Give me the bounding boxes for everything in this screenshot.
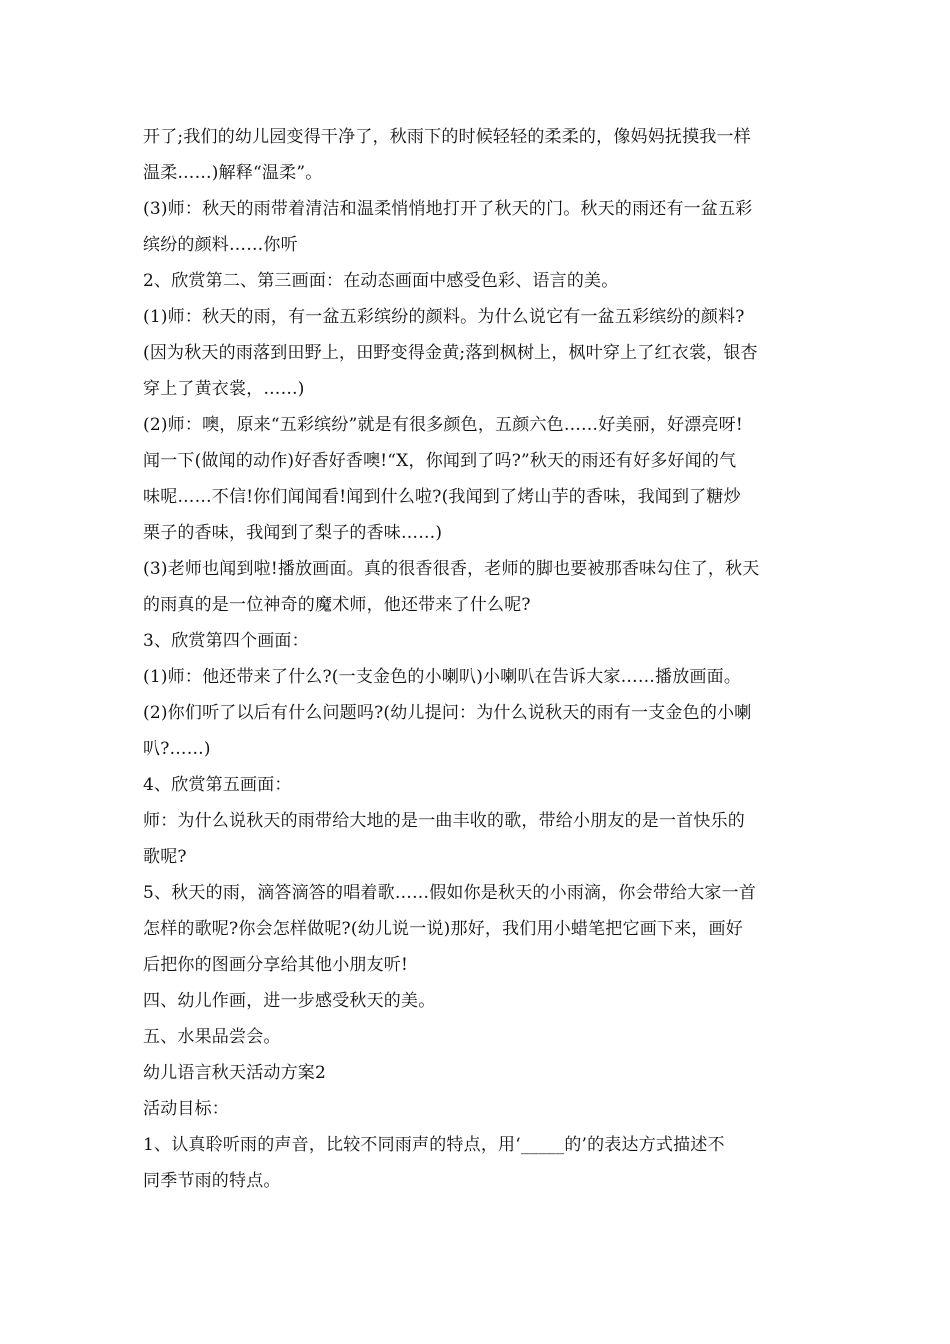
text-line: (2)师：噢，原来“五彩缤纷”就是有很多颜色，五颜六色……好美丽，好漂亮呀!	[143, 415, 743, 435]
text-line: 的雨真的是一位神奇的魔术师，他还带来了什么呢?	[143, 595, 531, 615]
text-line: (因为秋天的雨落到田野上，田野变得金黄;落到枫树上，枫叶穿上了红衣裳，银杏	[143, 343, 758, 363]
text-line: 5、秋天的雨，滴答滴答的唱着歌……假如你是秋天的小雨滴，你会带给大家一首	[143, 883, 757, 903]
section-heading: 3、欣赏第四个画面：	[143, 631, 309, 651]
text-line: 怎样的歌呢?你会怎样做呢?(幼儿说一说)那好，我们用小蜡笔把它画下来，画好	[143, 919, 743, 939]
document-title: 幼儿语言秋天活动方案2	[143, 1063, 327, 1083]
text-line: (2)你们听了以后有什么问题吗?(幼儿提问：为什么说秋天的雨有一支金色的小喇	[143, 703, 752, 723]
text-line: 缤纷的颜料……你听	[143, 235, 298, 255]
text-line: 1、认真聆听雨的声音，比较不同雨声的特点，用‘_____的’的表达方式描述不	[143, 1135, 725, 1155]
text-line: 栗子的香味，我闻到了梨子的香味……)	[143, 523, 443, 543]
text-line: 后把你的图画分享给其他小朋友听!	[143, 955, 409, 975]
text-line: 味呢……不信!你们闻闻看!闻到什么啦?(我闻到了烤山芋的香味，我闻到了糖炒	[143, 487, 741, 507]
text-line: 闻一下(做闻的动作)好香好香噢!“X，你闻到了吗?”秋天的雨还有好多好闻的气	[143, 451, 737, 471]
text-line: (1)师：秋天的雨，有一盆五彩缤纷的颜料。为什么说它有一盆五彩缤纷的颜料?	[143, 307, 745, 327]
section-heading: 四、幼儿作画，进一步感受秋天的美。	[143, 991, 436, 1011]
text-line: 歌呢?	[143, 847, 187, 867]
text-line: 同季节雨的特点。	[143, 1171, 281, 1191]
text-line: 师：为什么说秋天的雨带给大地的是一曲丰收的歌，带给小朋友的是一首快乐的	[143, 811, 745, 831]
section-heading: 2、欣赏第二、第三画面：在动态画面中感受色彩、语言的美。	[143, 271, 619, 291]
section-heading: 4、欣赏第五画面：	[143, 775, 292, 795]
text-line: 温柔……)解释“温柔”。	[143, 163, 323, 183]
document-body	[143, 119, 811, 1199]
text-line: (3)老师也闻到啦!播放画面。真的很香很香，老师的脚也要被那香味勾住了，秋天	[143, 559, 760, 579]
section-heading: 活动目标：	[143, 1099, 229, 1119]
text-line: 叭?……)	[143, 739, 211, 759]
text-line: 开了;我们的幼儿园变得干净了，秋雨下的时候轻轻的柔柔的，像妈妈抚摸我一样	[143, 127, 751, 147]
text-line: 穿上了黄衣裳，……)	[143, 379, 305, 399]
text-line: (3)师：秋天的雨带着清洁和温柔悄悄地打开了秋天的门。秋天的雨还有一盆五彩	[143, 199, 753, 219]
text-line: (1)师：他还带来了什么?(一支金色的小喇叭)小喇叭在告诉大家……播放画面。	[143, 667, 742, 687]
section-heading: 五、水果品尝会。	[143, 1027, 281, 1047]
